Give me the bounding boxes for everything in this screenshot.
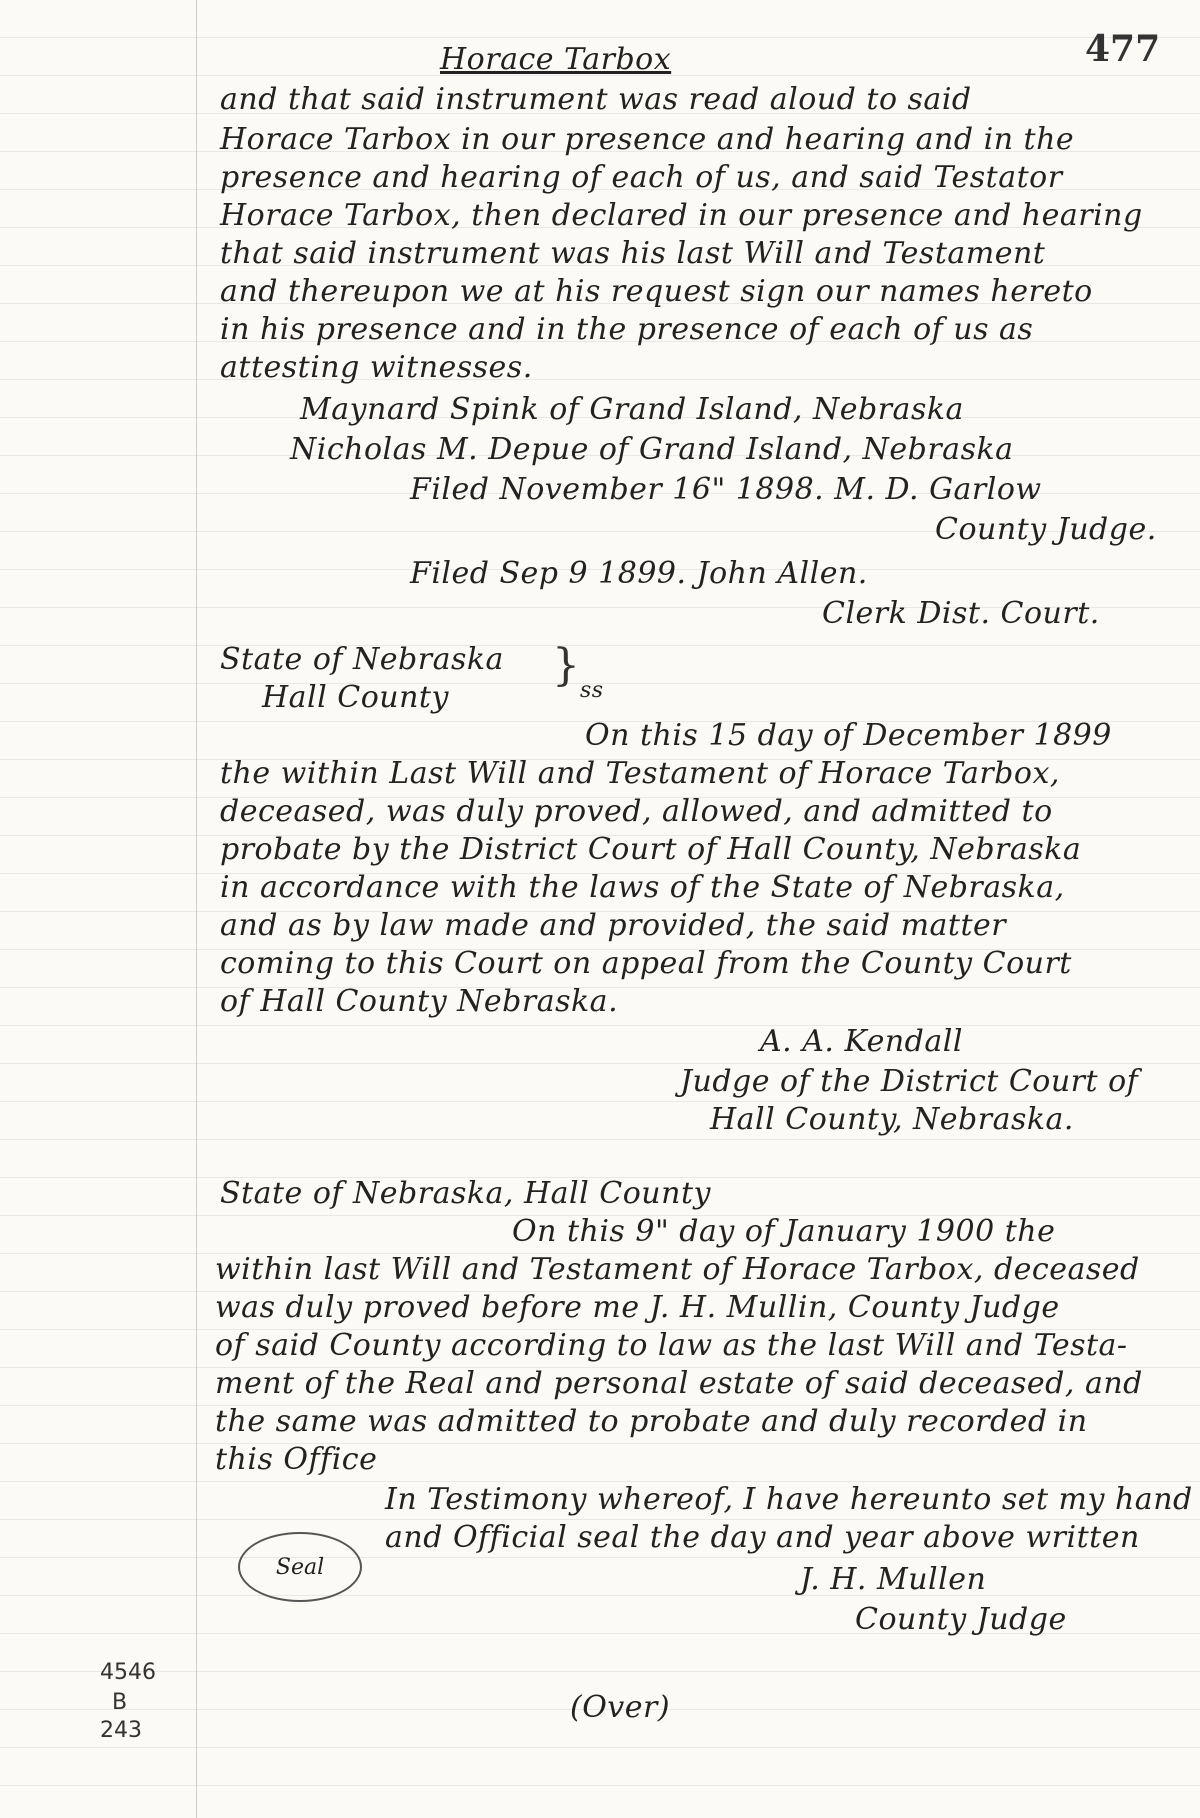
probate-line: the same was admitted to probate and duly recorded in — [215, 1404, 1088, 1439]
attestation-line: attesting witnesses. — [220, 350, 533, 385]
venue-brace: } — [552, 640, 580, 691]
probate-line: On this 15 day of December 1899 — [585, 718, 1112, 753]
probate-line: ment of the Real and personal estate of said deceased, and — [215, 1366, 1143, 1401]
filed-notation-title: Clerk Dist. Court. — [822, 596, 1100, 631]
filed-notation: Filed Sep 9 1899. John Allen. — [410, 556, 868, 591]
attestation-line: and that said instrument was read aloud to said — [220, 82, 972, 117]
venue-ss: ss — [580, 678, 604, 703]
filed-notation-title: County Judge. — [935, 512, 1157, 547]
file-reference: 4546 — [100, 1660, 156, 1685]
probate-line: the within Last Will and Testament of Horace Tarbox, — [220, 756, 1060, 791]
probate-line: was duly proved before me J. H. Mullin, County Judge — [215, 1290, 1060, 1325]
margin-rule — [196, 0, 197, 1818]
testimony-line: In Testimony whereof, I have hereunto set my hand — [385, 1482, 1193, 1517]
county-judge-title: County Judge — [855, 1602, 1067, 1637]
filed-notation: Filed November 16" 1898. M. D. Garlow — [410, 472, 1042, 507]
attestation-line: and thereupon we at his request sign our names hereto — [220, 274, 1093, 309]
footer-note: (Over) — [570, 1690, 671, 1725]
venue-county: Hall County — [262, 680, 449, 715]
seal-icon — [238, 1532, 362, 1602]
file-reference: 243 — [100, 1718, 142, 1743]
probate-line: probate by the District Court of Hall County, Nebraska — [220, 832, 1082, 867]
probate-line: coming to this Court on appeal from the County Court — [220, 946, 1072, 981]
witness-signature: Nicholas M. Depue of Grand Island, Nebraska — [290, 432, 1014, 467]
probate-line: and as by law made and provided, the said matter — [220, 908, 1007, 943]
testimony-line: and Official seal the day and year above written — [385, 1520, 1140, 1555]
judge-title: Hall County, Nebraska. — [710, 1102, 1074, 1137]
page-number: 477 — [1085, 28, 1161, 70]
judge-title: Judge of the District Court of — [680, 1064, 1139, 1099]
probate-line: this Office — [215, 1442, 378, 1477]
attestation-line: Horace Tarbox in our presence and hearing and in the — [220, 122, 1075, 157]
county-judge-signature: J. H. Mullen — [800, 1562, 987, 1597]
probate-line: in accordance with the laws of the State of Nebraska, — [220, 870, 1065, 905]
venue-state: State of Nebraska — [220, 642, 504, 677]
judge-signature: A. A. Kendall — [760, 1024, 963, 1059]
attestation-line: Horace Tarbox, then declared in our presence and hearing — [220, 198, 1143, 233]
probate-line: of said County according to law as the last Will and Testa- — [215, 1328, 1128, 1363]
attestation-line: that said instrument was his last Will and Testament — [220, 236, 1046, 271]
probate-line: of Hall County Nebraska. — [220, 984, 619, 1019]
document-title: Horace Tarbox — [440, 42, 672, 77]
probate-line: On this 9" day of January 1900 the — [512, 1214, 1056, 1249]
attestation-line: in his presence and in the presence of each of us as — [220, 312, 1034, 347]
attestation-line: presence and hearing of each of us, and said Testator — [220, 160, 1063, 195]
probate-line: deceased, was duly proved, allowed, and admitted to — [220, 794, 1053, 829]
seal-label: Seal — [275, 1554, 325, 1580]
file-reference: B — [112, 1690, 128, 1715]
venue-state-county: State of Nebraska, Hall County — [220, 1176, 711, 1211]
probate-line: within last Will and Testament of Horace Tarbox, deceased — [215, 1252, 1140, 1287]
witness-signature: Maynard Spink of Grand Island, Nebraska — [300, 392, 964, 427]
